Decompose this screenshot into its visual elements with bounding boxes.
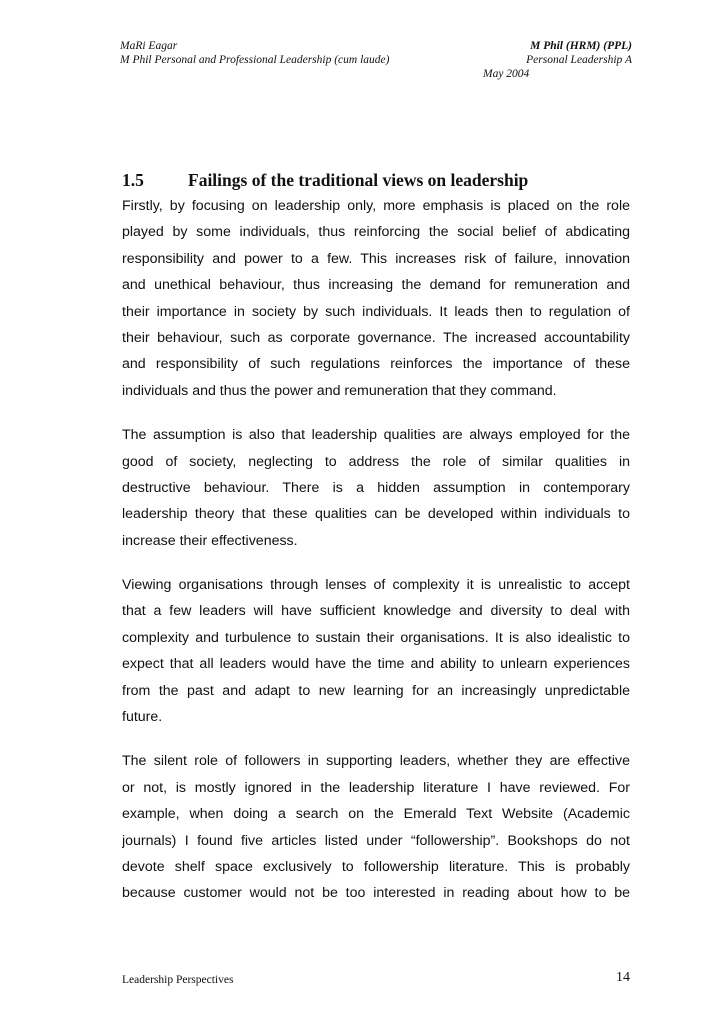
text-line: Firstly, by focusing on leadership only, more emphasis is placed on the role	[122, 198, 630, 214]
header-programme: M Phil (HRM) (PPL)	[530, 40, 632, 52]
text-line: journals) I found five articles listed under “followership”. Bookshops do not	[122, 832, 630, 849]
page-number: 14	[616, 970, 630, 985]
text-line: good of society, neglecting to address the role of similar qualities in	[122, 453, 630, 470]
text-line: increase their effectiveness.	[122, 532, 298, 549]
paragraph	[122, 422, 630, 554]
paragraph	[122, 572, 630, 730]
header-degree: M Phil Personal and Professional Leadership (cum laude)	[120, 54, 390, 66]
text-line: complexity and turbulence to sustain their organisations. It is also idealistic to	[122, 629, 630, 646]
text-line: their importance in society by such individuals. It leads then to regulation of	[122, 303, 630, 320]
text-line: played by some individuals, thus reinforcing the social belief of abdicating	[122, 224, 630, 241]
text-line: leadership theory that these qualities can be developed within individuals to	[122, 506, 630, 523]
footer-title: Leadership Perspectives	[122, 974, 234, 986]
header-right	[432, 39, 632, 67]
text-line: The silent role of followers in supporting leaders, whether they are effective	[122, 753, 630, 770]
header-left	[120, 39, 420, 67]
header-date: May 2004	[483, 68, 530, 80]
text-line: The assumption is also that leadership qualities are always employed for the	[122, 427, 630, 444]
text-line: responsibility and power to a few. This increases risk of failure, innovation	[122, 250, 630, 267]
body-text	[122, 193, 630, 925]
text-line: Viewing organisations through lenses of complexity it is unrealistic to accept	[122, 577, 630, 594]
text-line: from the past and adapt to new learning for an increasingly unpredictable	[122, 682, 630, 699]
text-line: expect that all leaders would have the time and ability to unlearn experiences	[122, 656, 630, 673]
text-line: destructive behaviour. There is a hidden assumption in contemporary	[122, 479, 630, 496]
section-title: Failings of the traditional views on leadership	[188, 170, 529, 190]
paragraph	[122, 748, 630, 906]
text-line: individuals and thus the power and remuneration that they command.	[122, 382, 557, 399]
text-line: example, when doing a search on the Emerald Text Website (Academic	[122, 806, 630, 823]
header-module: Personal Leadership A	[526, 54, 632, 66]
section-number: 1.5	[122, 170, 144, 190]
text-line: and unethical behaviour, thus increasing the demand for remuneration and	[122, 277, 630, 294]
text-line: future.	[122, 709, 163, 726]
section-heading	[122, 169, 642, 191]
text-line: that a few leaders will have sufficient knowledge and diversity to deal with	[122, 603, 630, 620]
text-line: their behaviour, such as corporate governance. The increased accountability	[122, 329, 630, 346]
paragraph	[122, 193, 630, 404]
text-line: because customer would not be too interested in reading about how to be	[122, 885, 630, 902]
text-line: or not, is mostly ignored in the leadership literature I have reviewed. For	[122, 779, 630, 796]
text-line: devote shelf space exclusively to followership literature. This is probably	[122, 858, 630, 875]
text-line: and responsibility of such regulations reinforces the importance of these	[122, 356, 630, 373]
header-author: MaRi Eagar	[120, 40, 178, 52]
